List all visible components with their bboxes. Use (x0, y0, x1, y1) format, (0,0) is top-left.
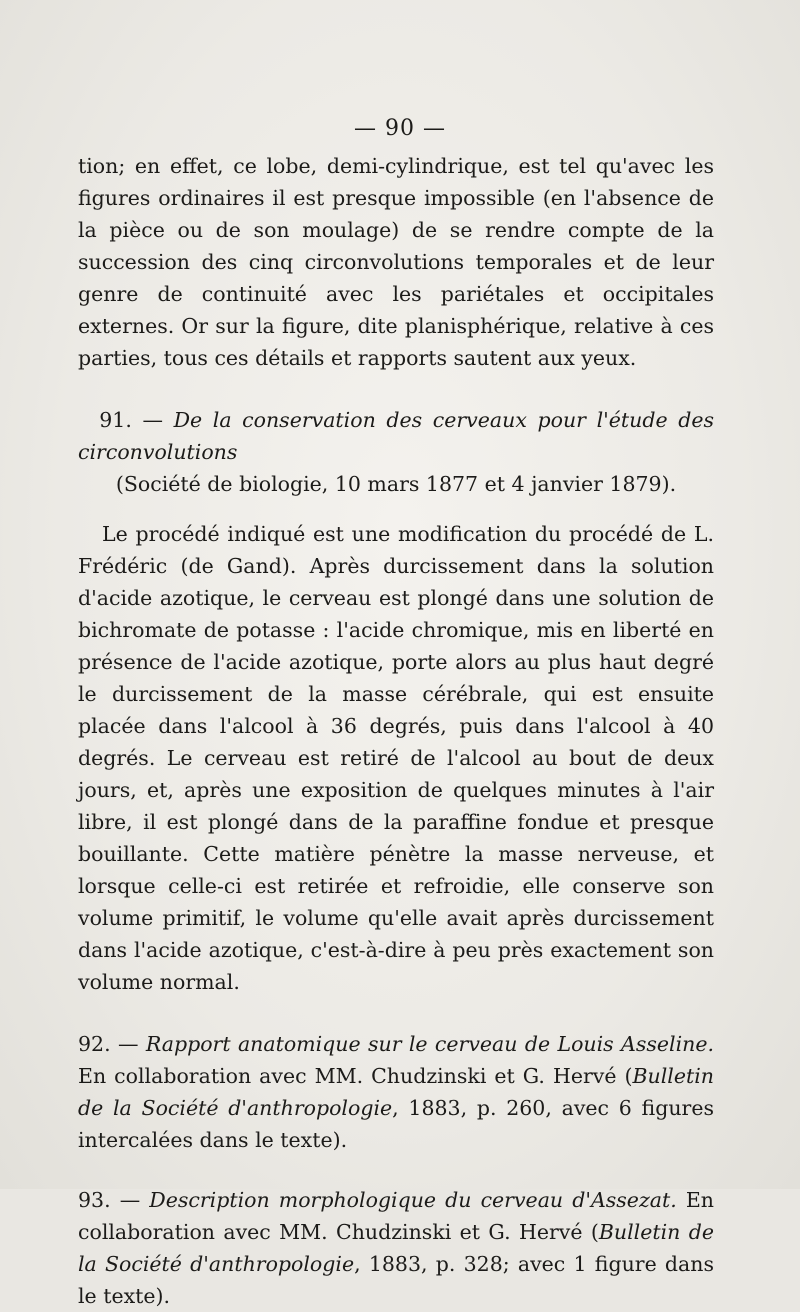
entry-91-number: 91. — (99, 408, 163, 432)
entry-92-title: Rapport anatomique sur le cerveau de Louis Asseline. (145, 1032, 714, 1056)
entry-92-citation: , 1883, p. 260, avec 6 figures intercalées dans le texte). (78, 1096, 715, 1152)
entry-93 (78, 1184, 714, 1312)
entry-91-detail: (Société de biologie, 10 mars 1877 et 4 janvier 1879). (115, 472, 677, 496)
page-number: — 90 — (354, 116, 446, 141)
entry-93-number: 93. — (78, 1188, 141, 1212)
entry-92-text (78, 1028, 714, 1156)
entry-92-number: 92. — (78, 1032, 139, 1056)
entry-91-detail-wrap (78, 468, 714, 500)
entry-93-text (78, 1184, 714, 1312)
entry-91 (78, 404, 714, 998)
continuation-paragraph: tion; en effet, ce lobe, demi-cylindrique, est tel qu'avec les figures ordinaires il est presque impossible (en l'absence de la pièce ou de son moulage) de se rendre compte de la succession des cinq circonvolutions temporales et de leur genre de continuité avec les pariétales et occipitales externes. Or sur la figure, dite planisphérique, relative à ces parties, tous ces détails et rapports sautent aux yeux. (78, 154, 714, 370)
entry-92-journal: Bulletin de la Société d'anthropologie (78, 1064, 714, 1120)
entry-93-collab: En collaboration avec MM. Chudzinski et G. Hervé ( (78, 1188, 714, 1244)
entry-93-title: Description morphologique du cerveau d'Assezat. (149, 1188, 677, 1212)
entry-91-heading (78, 404, 714, 468)
page-body (78, 150, 714, 1312)
entry-92 (78, 1028, 714, 1156)
entry-92-collab: En collaboration avec MM. Chudzinski et G. Hervé ( (78, 1064, 633, 1088)
entry-91-title: De la conservation des cerveaux pour l'étude des circonvolutions (78, 408, 714, 464)
entry-93-journal: Bulletin de la Société d'anthropologie (78, 1220, 714, 1276)
entry-93-citation: , 1883, p. 328; avec 1 figure dans le texte). (78, 1252, 714, 1308)
entry-91-body: Le procédé indiqué est une modification du procédé de L. Frédéric (de Gand). Après durcissement dans la solution d'acide azotique, le cerveau est plongé dans une solution de bichromate de potasse : l'acide chromique, mis en liberté en présence de l'acide azotique, porte alors au plus haut degré le durcissement de la masse cérébrale, qui est ensuite placée dans l'alcool à 36 degrés, puis dans l'alcool à 40 degrés. Le cerveau est retiré de l'alcool au bout de deux jours, et, après une exposition de quelques minutes à l'air libre, il est plongé dans de la paraffine fondue et presque bouillante. Cette matière pénètre la masse nerveuse, et lorsque celle-ci est retirée et refroidie, elle conserve son volume primitif, le volume qu'elle avait après durcissement dans l'acide azotique, c'est-à-dire à peu près exactement son volume normal. (78, 522, 714, 994)
